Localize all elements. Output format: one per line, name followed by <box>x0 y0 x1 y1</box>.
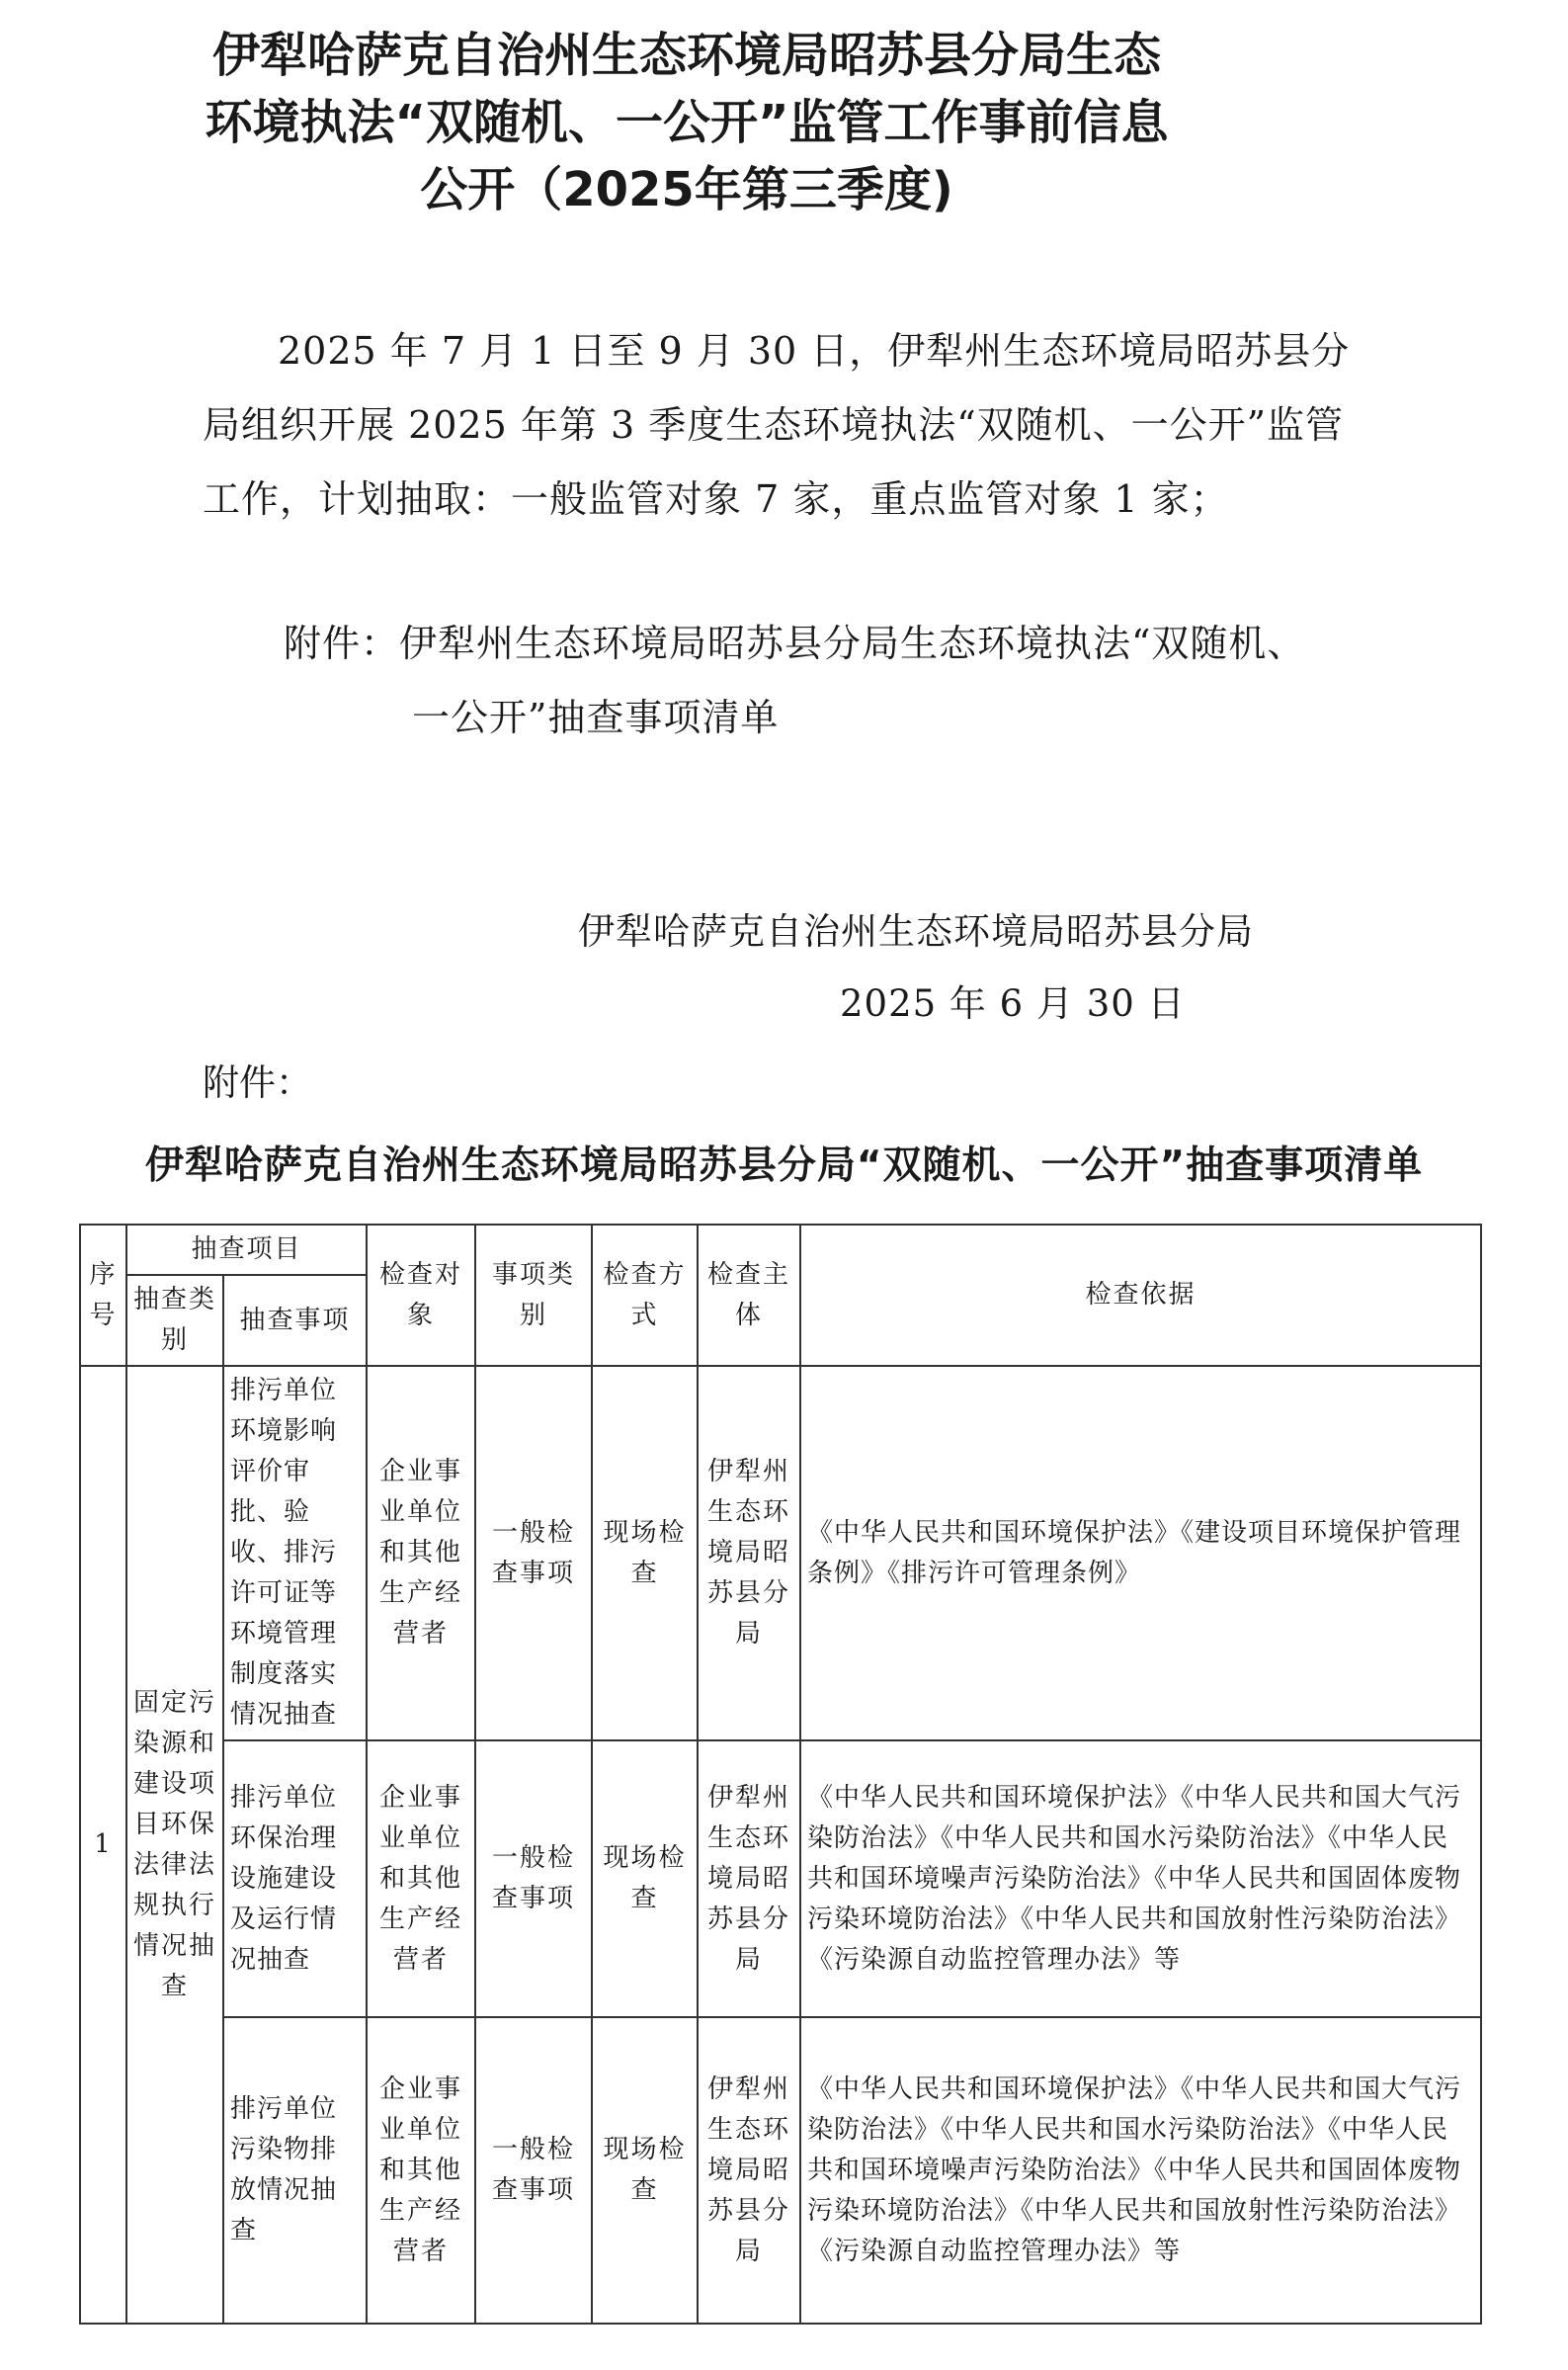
title-line-3: 公开（2025年第三季度) <box>420 162 953 217</box>
attachment-note <box>284 607 1370 755</box>
header-category: 抽查类别 <box>126 1275 223 1366</box>
cell-subject: 伊犁州生态环境局昭苏县分局 <box>698 1740 800 2017</box>
signature-date: 2025 年 6 月 30 日 <box>840 982 1186 1025</box>
header-item: 抽查事项 <box>223 1275 367 1366</box>
body-paragraph: 2025 年 7 月 1 日至 9 月 30 日，伊犁州生态环境局昭苏县分局组织开展 2025 年第 3 季度生态环境执法“双随机、一公开”监管工作，计划抽取：一般监管对象 7 家，重点监管对象 1 家； <box>203 329 1351 521</box>
cell-item: 排污单位污染物排放情况抽查 <box>223 2017 367 2324</box>
title-line-1: 伊犁哈萨克自治州生态环境局昭苏县分局生态 <box>211 28 1161 83</box>
cell-type: 一般检查事项 <box>475 1740 592 2017</box>
header-subject: 检查主体 <box>698 1225 800 1366</box>
cell-method: 现场检查 <box>592 1740 698 2017</box>
attachment-note-line-2: 一公开”抽查事项清单 <box>412 696 780 739</box>
cell-target: 企业事业单位和其他生产经营者 <box>367 2017 475 2324</box>
header-basis: 检查依据 <box>800 1225 1481 1366</box>
table-row <box>80 2017 1481 2324</box>
cell-subject: 伊犁州生态环境局昭苏县分局 <box>698 2017 800 2324</box>
cell-method: 现场检查 <box>592 1366 698 1740</box>
cell-basis: 《中华人民共和国环境保护法》《中华人民共和国大气污染防治法》《中华人民共和国水污染防治法》《中华人民共和国环境噪声污染防治法》《中华人民共和国固体废物污染环境防治法》《中华人民共和国放射性污染防治法》《污染源自动监控管理办法》等 <box>800 1740 1481 2017</box>
cell-basis: 《中华人民共和国环境保护法》《建设项目环境保护管理条例》《排污许可管理条例》 <box>800 1366 1481 1740</box>
header-check-item-group: 抽查项目 <box>126 1225 367 1275</box>
signature-org: 伊犁哈萨克自治州生态环境局昭苏县分局 <box>578 910 1254 953</box>
cell-type: 一般检查事项 <box>475 2017 592 2324</box>
document-title <box>119 22 1255 223</box>
attachment-note-line-1: 附件：伊犁州生态环境局昭苏县分局生态环境执法“双随机、 <box>284 622 1306 665</box>
cell-type: 一般检查事项 <box>475 1366 592 1740</box>
header-index: 序号 <box>80 1225 126 1366</box>
table-row <box>80 1740 1481 2017</box>
cell-item: 排污单位环境影响评价审批、验收、排污许可证等环境管理制度落实情况抽查 <box>223 1366 367 1740</box>
cell-subject: 伊犁州生态环境局昭苏县分局 <box>698 1366 800 1740</box>
cell-item: 排污单位环保治理设施建设及运行情况抽查 <box>223 1740 367 2017</box>
header-method: 检查方式 <box>592 1225 698 1366</box>
header-row-1 <box>80 1225 1481 1275</box>
cell-target: 企业事业单位和其他生产经营者 <box>367 1366 475 1740</box>
cell-method: 现场检查 <box>592 2017 698 2324</box>
header-target: 检查对象 <box>367 1225 475 1366</box>
title-line-2: 环境执法“双随机、一公开”监管工作事前信息 <box>205 95 1169 150</box>
cell-index: 1 <box>80 1366 126 2324</box>
attachment-label: 附件： <box>203 1061 312 1104</box>
table-row <box>80 1366 1481 1740</box>
cell-category: 固定污染源和建设项目环保法律法规执行情况抽查 <box>126 1366 223 2324</box>
list-title: 伊犁哈萨克自治州生态环境局昭苏县分局“双随机、一公开”抽查事项清单 <box>144 1143 1424 1188</box>
inspection-table <box>79 1224 1482 2325</box>
cell-target: 企业事业单位和其他生产经营者 <box>367 1740 475 2017</box>
cell-basis: 《中华人民共和国环境保护法》《中华人民共和国大气污染防治法》《中华人民共和国水污染防治法》《中华人民共和国环境噪声污染防治法》《中华人民共和国固体废物污染环境防治法》《中华人民共和国放射性污染防治法》《污染源自动监控管理办法》等 <box>800 2017 1481 2324</box>
header-type: 事项类别 <box>475 1225 592 1366</box>
